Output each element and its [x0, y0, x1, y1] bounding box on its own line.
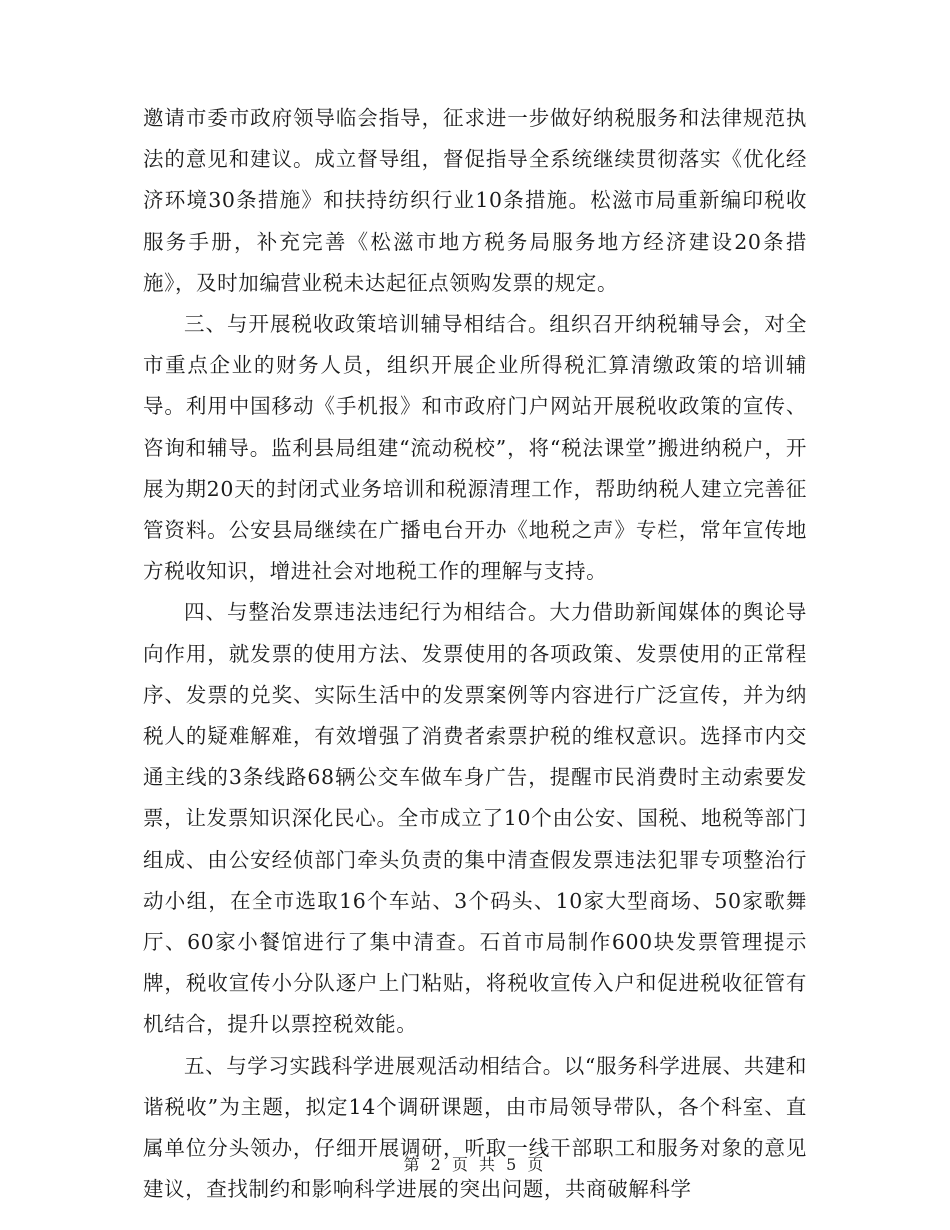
- paragraph-section-three: 三、与开展税收政策培训辅导相结合。组织召开纳税辅导会，对全市重点企业的财务人员，组织开展企业所得税汇算清缴政策的培训辅导。利用中国移动《手机报》和市政府门户网站开展税收政策的宣传、咨询和辅导。监利县局组建“流动税校”，将“税法课堂”搬进纳税户，开展为期20天的封闭式业务培训和税源清理工作，帮助纳税人建立完善征管资料。公安县局继续在广播电台开办《地税之声》专栏，常年宣传地方税收知识，增进社会对地税工作的理解与支持。: [143, 312, 807, 584]
- page-number-footer: 第 2 页 共 5 页: [403, 1155, 547, 1174]
- paragraph-section-five: 五、与学习实践科学进展观活动相结合。以“服务科学进展、共建和谐税收”为主题，拟定14个调研课题，由市局领导带队，各个科室、直属单位分头领办，仔细开展调研，听取一线干部职工和服务对象的意见建议，查找制约和影响科学进展的突出问题，共商破解科学: [143, 1053, 807, 1202]
- document-body: [143, 98, 807, 1210]
- paragraph-continuation: 邀请市委市政府领导临会指导，征求进一步做好纳税服务和法律规范执法的意见和建议。成立督导组，督促指导全系统继续贯彻落实《优化经济环境30条措施》和扶持纺织行业10条措施。松滋市局重新编印税收服务手册，补充完善《松滋市地方税务局服务地方经济建设20条措施》，及时加编营业税未达起征点领购发票的规定。: [143, 106, 807, 295]
- paragraph-section-four: 四、与整治发票违法违纪行为相结合。大力借助新闻媒体的舆论导向作用，就发票的使用方法、发票使用的各项政策、发票使用的正常程序、发票的兑奖、实际生活中的发票案例等内容进行广泛宣传，并为纳税人的疑难解难，有效增强了消费者索票护税的维权意识。选择市内交通主线的3条线路68辆公交车做车身广告，提醒市民消费时主动索要发票，让发票知识深化民心。全市成立了10个由公安、国税、地税等部门组成、由公安经侦部门牵头负责的集中清查假发票违法犯罪专项整治行动小组，在全市选取16个车站、3个码头、10家大型商场、50家歌舞厅、60家小餐馆进行了集中清查。石首市局制作600块发票管理提示牌，税收宣传小分队逐户上门粘贴，将税收宣传入户和促进税收征管有机结合，提升以票控税效能。: [143, 600, 807, 1037]
